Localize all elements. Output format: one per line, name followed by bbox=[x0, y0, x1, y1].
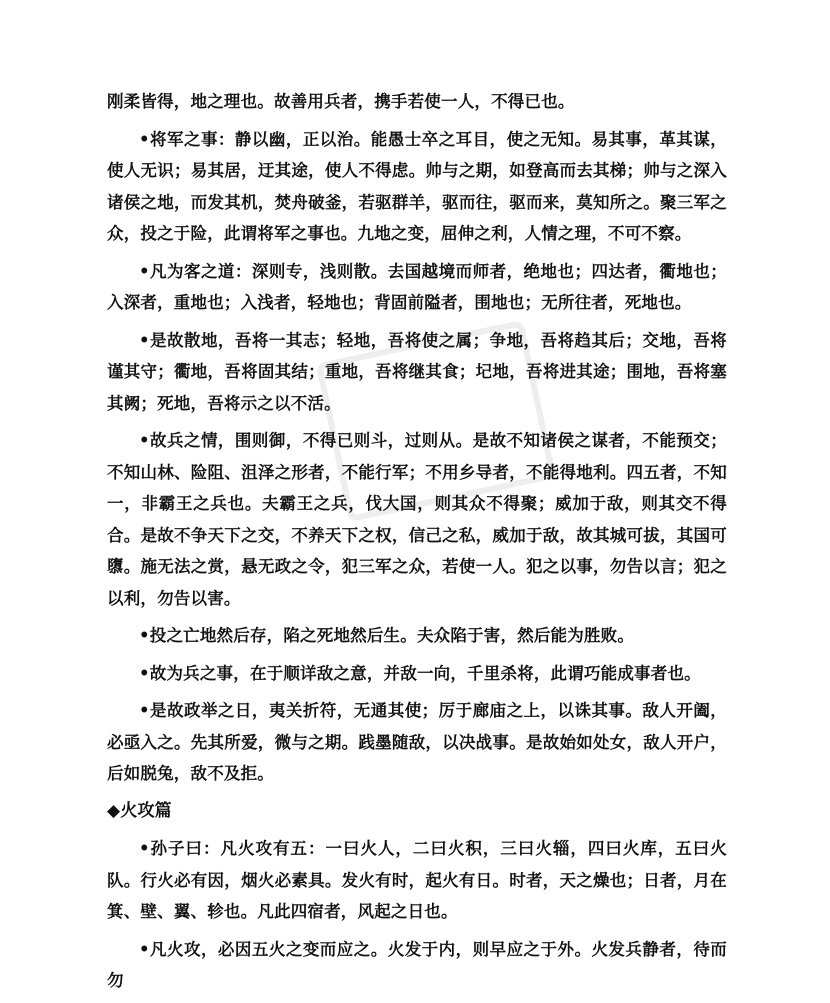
paragraph-8: •是故政举之日，夷关折符，无通其使；厉于廊庙之上，以诛其事。敌人开阖，必亟入之。先其所爱，微与之期。践墨随敌，以决战事。是故始如处女，敌人开户，后如脱兔，敌不及拒。 bbox=[107, 701, 727, 783]
section-paragraph-1: •孙子曰：凡火攻有五：一曰火人，二曰火积，三曰火辎，四曰火库，五曰火队。行火必有因，烟火必素具。发火有时，起火有日。时者，天之燥也；日者，月在箕、壁、翼、轸也。凡此四宿者，风起之日也。 bbox=[107, 839, 727, 921]
paragraph-6: •投之亡地然后存，陷之死地然后生。夫众陷于害，然后能为胜败。 bbox=[139, 626, 635, 645]
document-body bbox=[107, 86, 727, 1003]
paragraph-7: •故为兵之事，在于顺详敌之意，并敌一向，千里杀将，此谓巧能成事者也。 bbox=[139, 663, 701, 683]
paragraph-3: •凡为客之道：深则专，浅则散。去国越境而师者，绝地也；四达者，衢地也；入深者，重地也；入浅者，轻地也；背固前隘者，围地也；无所往者，死地也。 bbox=[107, 261, 727, 312]
section-heading: ◆火攻篇 bbox=[107, 800, 172, 821]
paragraph-1: 刚柔皆得，地之理也。故善用兵者，携手若使一人，不得已也。 bbox=[107, 92, 575, 111]
paragraph-2: •将军之事：静以幽，正以治。能愚士卒之耳目，使之无知。易其事，革其谋，使人无识；易其居，迂其途，使人不得虑。帅与之期，如登高而去其梯；帅与之深入诸侯之地，而发其机，焚舟破釜，若驱群羊，驱而往，驱而来，莫知所之。聚三军之众，投之于险，此谓将军之事也。九地之变，屈伸之利，人情之理，不可不察。 bbox=[107, 129, 727, 243]
paragraph-4: •是故散地，吾将一其志；轻地，吾将使之属；争地，吾将趋其后；交地，吾将谨其守；衢地，吾将固其结；重地，吾将继其食；圮地，吾将进其途；围地，吾将塞其阙；死地，吾将示之以不活。 bbox=[107, 330, 727, 413]
section-paragraph-2: •凡火攻，必因五火之变而应之。火发于内，则早应之于外。火发兵静者，待而勿 bbox=[107, 939, 727, 990]
paragraph-5: •故兵之情，围则御，不得已则斗，过则从。是故不知诸侯之谋者，不能预交；不知山林、险阻、沮泽之形者，不能行军；不用乡导者，不能得地利。四五者，不知一，非霸王之兵也。夫霸王之兵，伐大国，则其众不得聚；威加于敌，则其交不得合。是故不争天下之交，不养天下之权，信己之私，威加于敌，故其城可拔，其国可隳。施无法之赏，悬无政之令，犯三军之众，若使一人。犯之以事，勿告以言；犯之以利，勿告以害。 bbox=[107, 431, 727, 608]
